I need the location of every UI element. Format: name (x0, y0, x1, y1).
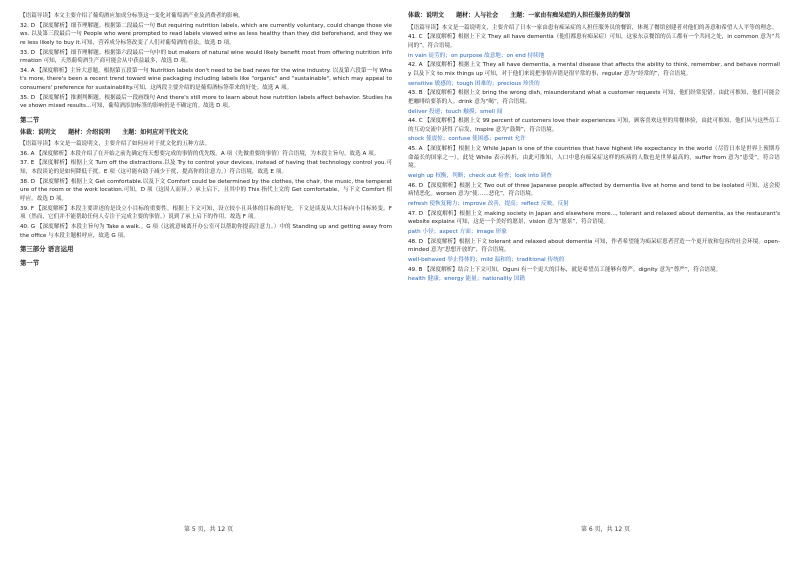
theme-label: 题材：介绍说明 (68, 128, 111, 136)
section-heading: 第二节 (20, 115, 40, 124)
answer-45: 45. A 【深度解析】根据上文 While Japan is one of the countries that have highest life expectancy in the world（尽管日本是世界上预期寿命最长的国家之一），此处 While 表示转折，由此可推知，人口中患有痴呆症这样的疾病的人数也是世界最高的，suffer from 意为“患受”，符合语境。 (408, 146, 780, 170)
answer-42: 42. A 【深度解析】根据上文 They all have dementia, a mental disease that affects the ability to think, remember, and behave normally 以及下文 to mix things up 可知，对于他们来说把事情弄错是很平常的事，regular 意为“经常的”，符合语境。 (408, 62, 780, 77)
passage-guide-right: 【语篇导读】本文是一篇说明文，主要介绍了日本一家由患有痴呆症的人担任服务员的餐馆，体现了餐馆创建者对他们的善意和希望人人平等的理念。 (408, 24, 778, 31)
vocab-43: deliver 投递；touch 触摸；smell 闻 (408, 108, 503, 115)
answer-34: 34. A 【深度解析】主旨大意题。根据第五段第一句 Nutrition labels don't need to be bad news for the wine industry. 以及第六段第一句 What's more, there's been a recent trend toward wine packaging including labels like "organic" and "sustainable", which may appeal to consumers' preference for sustainability.可知，这两段主要介绍的是葡萄酒标签带来的好处。故选 A 项。 (20, 67, 392, 92)
answer-44: 44. C 【深度解析】根据上文 99 percent of customers love their experiences 可知，顾客喜欢这里的用餐体验，由此可推知，他们从与这些员工的互动交流中获得了启发，inspire 意为“鼓舞”，符合语境。 (408, 118, 780, 133)
page-number-left: 第 5 页，共 12 页 (184, 526, 234, 533)
vocab-49: health 健康；energy 能量；nationality 国籍 (408, 276, 526, 283)
answer-39: 39. F 【深度解析】本段主要讲述的是设立小目标的重要性。根据上下文可知，设立较小且具体的目标的好处，下文是谈及从大目标向小目标转变。F 项（然而，它们并不能帮助任何人专注于完成主要的事情。）说到了承上启下的作用，故选 F 项。 (20, 205, 392, 221)
answer-40: 40. G 【深度解析】本段主旨句为 Take a walk.。G 项（这就意味离开办公室可以帮助你提高注意力。）中的 Standing up and getting away from the office 与本段主题相呼应，故选 G 项。 (20, 223, 392, 239)
vocab-46: refresh 使恢复精力；improve 改善，提高；reflect 反映，反射 (408, 201, 569, 207)
vocab-42: sensitive 敏感的；tough 困难的；precious 珍贵的 (408, 80, 540, 87)
page-number-right: 第 6 页，共 12 页 (581, 526, 631, 533)
answer-37: 37. E 【深度解析】根据上文 Turn off the distractions.以及 Try to control your devices, instead of having that technology control you.可知，本段谈论的是如何降低干扰。E 项（这可能有助于减少干扰，提高你的注意力。）符合语境，故选 E 项。 (20, 160, 392, 176)
vocab-45: weigh up 权衡，判断；check out 检查；look into 调查 (408, 173, 552, 180)
vocab-48: well-behaved 举止得体的；mild 温和的；traditional 传统的 (408, 256, 565, 263)
subsection-heading: 第一节 (20, 258, 40, 267)
passage-meta-right (408, 12, 780, 21)
vocab-41: in vain 徒劳的；on purpose 故意地；on end 持续地 (408, 52, 545, 59)
answer-43: 43. B 【深度解析】根据上文 bring the wrong dish, misunderstand what a customer requests 可知，他们经常犯错。由此可推知，他们可能会把咖啡给要茶的人。drink 意为“喝”，符合语境。 (408, 90, 780, 105)
genre-label: 体裁：说明文 (408, 12, 445, 19)
answer-48: 48. D 【深度解析】根据上下文 tolerant and relaxed about dementia 可知，作者希望能为痴呆症患者营造一个更开放和包容的社会环境。open-minded 意为“思想开放的”，符合语境。 (408, 238, 780, 254)
left-column (20, 12, 392, 271)
answer-46: 46. D 【深度解析】根据上文 Two out of three Japanese people affected by dementia live at home and tend to be isolated 可知，这会使病情恶化。worsen 意为“使……恶化”，符合语境。 (408, 182, 780, 198)
passage-guide: 【语篇导读】本文主要介绍了葡萄酒应加成分标签这一变化对葡萄酒产业及消费者的影响。 (20, 13, 244, 19)
answer-33: 33. D 【深度解析】细节理解题。根据第六段最后一句中的 but makers of natural wine would likely benefit most from offering nutrition information 可知，天然葡萄酒生产商可能会从中获益最多，故选 D 项。 (20, 49, 392, 65)
genre-label: 体裁：说明文 (20, 128, 57, 136)
passage-meta (20, 129, 392, 138)
answer-38: 38. D 【深度解析】根据上文 Get comfortable.以及下文 Comfort could be determined by the clothes, the chair, the music, the temperature of the room or the work location.可知，D 项（这因人而异。）承上启下，且其中的 This 指代上文的 Get comfortable，与下文 Comfort 相呼应。故选 D 项。 (20, 178, 392, 202)
answer-49: 49. B 【深度解析】结合上下文可知，Oguni 有一个更大的目标，就是希望员工能够有尊严。dignity 意为“尊严”，符合语境。 (408, 266, 722, 273)
answer-41: 41. C 【深度解析】根据上下文 They all have dementia（他们都患有痴呆症）可知，这家东京餐馆的员工都有一个共同之处，in common 意为“共同的”，符合语境。 (408, 34, 780, 49)
answer-36: 36. A 【深度解析】本段介绍了在开始之前先确定每天想要完成的事情的优先级。A 项（先做重要的事情）符合语境，为本段主旨句。故选 A 项。 (20, 150, 380, 157)
topic-label: 主题：一家由有痴呆症的人担任服务员的餐馆 (510, 12, 631, 19)
right-column (408, 12, 780, 285)
answer-47: 47. D 【深度解析】根据上文 making society in Japan and elsewhere more..., tolerant and relaxed about dementia, as the restaurant's website explains 可知，这是一个美好的愿景，vision 意为“愿景”，符合语境。 (408, 210, 780, 226)
passage-guide-2: 【语篇导读】本文是一篇说明文，主要介绍了如何应对干扰文化的五种方法。 (20, 141, 211, 148)
theme-label: 题材：人与社会 (456, 12, 499, 19)
answer-32: 32. D 【深度解析】细节理解题。根据第二段最后一句 But requiring nutrition labels, which are currently voluntary, could change those views. 以及第三段最后一句 People who were prompted to read labels viewed wine as less healthy than they did beforehand, and they were less likely to buy it.可知，营养成分标签改变了人们对葡萄酒的看法。故选 D 项。 (20, 22, 392, 46)
answer-35: 35. D 【深度解析】推测判断题。根据最后一段画线句 And there's still more to learn about how nutrition labels affect behavior. Studies have shown mixed results...可知，葡萄酒添加标签的影响仍是不确定的。故选 D 项。 (20, 94, 392, 110)
part-heading: 第三部分 语言运用 (20, 245, 74, 254)
vocab-44: shock 使震惊；confuse 使困惑；permit 允许 (408, 136, 526, 143)
vocab-47: path 小径；aspect 方面；image 形象 (408, 228, 507, 235)
topic-label: 主题：如何应对干扰文化 (122, 128, 189, 136)
